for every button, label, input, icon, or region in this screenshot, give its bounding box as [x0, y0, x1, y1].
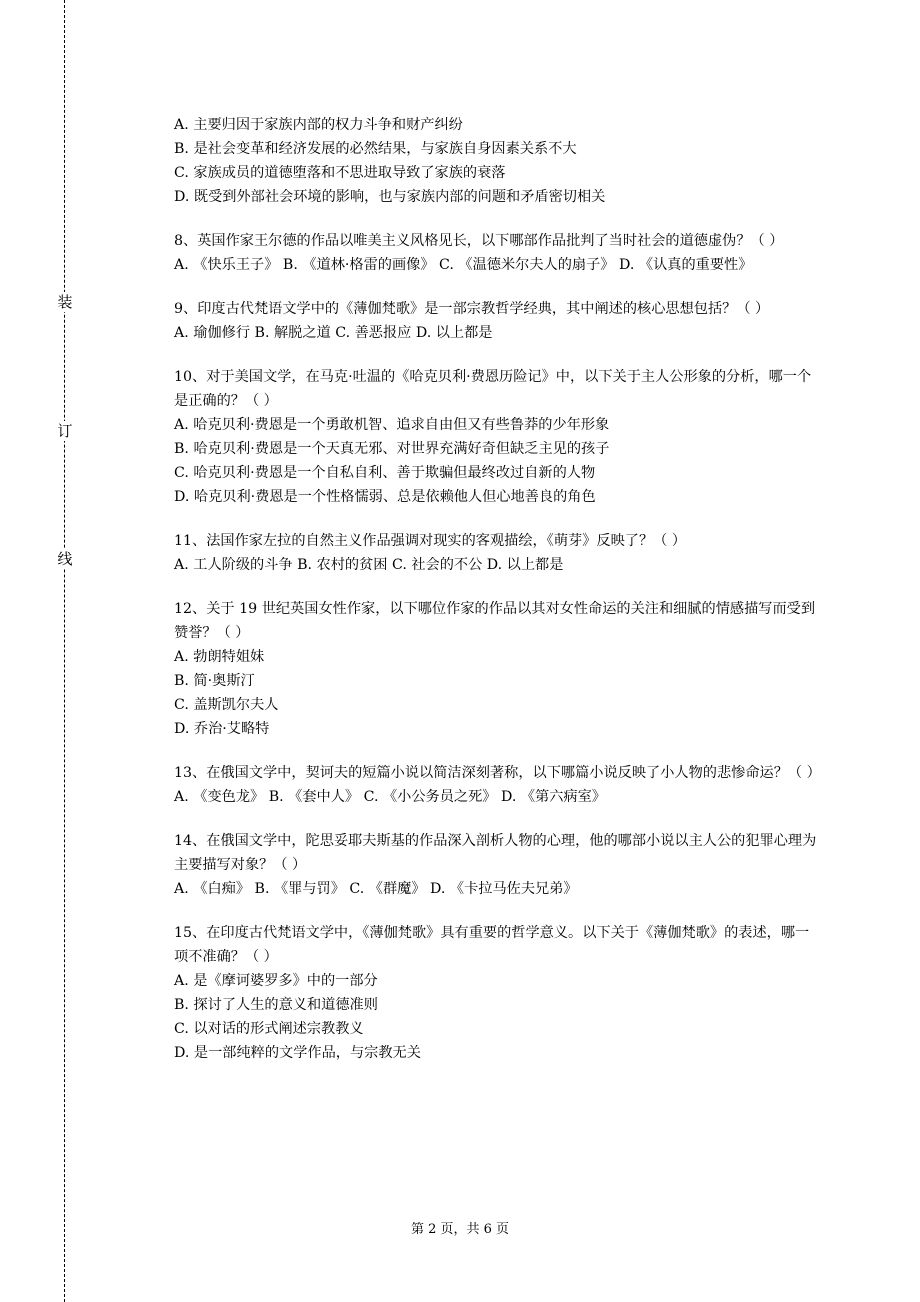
option: B. 是社会变革和经济发展的必然结果，与家族自身因素关系不大	[174, 141, 577, 157]
binding-label-zhuang: 装	[57, 293, 73, 311]
options-line: A. 瑜伽修行 B. 解脱之道 C. 善恶报应 D. 以上都是	[174, 325, 493, 341]
question-10	[174, 365, 822, 509]
option: D. 是一部纯粹的文学作品，与宗教无关	[174, 1045, 421, 1061]
option: D. 既受到外部社会环境的影响，也与家族内部的问题和矛盾密切相关	[174, 189, 606, 205]
question-stem: 8、英国作家王尔德的作品以唯美主义风格见长，以下哪部作品批判了当时社会的道德虚伪？（ ）	[174, 233, 784, 249]
question-stem: 10、对于美国文学，在马克·吐温的《哈克贝利·费恩历险记》中，以下关于主人公形象的分析，哪一个是正确的？（ ）	[174, 369, 812, 409]
question-15	[174, 921, 822, 1065]
page-footer: 第 2 页，共 6 页	[410, 1222, 510, 1237]
binding-dashed-line	[64, 0, 65, 1302]
option: D. 乔治·艾略特	[174, 721, 270, 737]
option: C. 以对话的形式阐述宗教教义	[174, 1021, 364, 1037]
question-stem: 11、法国作家左拉的自然主义作品强调对现实的客观描绘，《萌芽》反映了？（ ）	[174, 533, 687, 549]
option: A. 是《摩诃婆罗多》中的一部分	[174, 973, 378, 989]
question-list	[174, 113, 822, 1085]
option: C. 哈克贝利·费恩是一个自私自利、善于欺骗但最终改过自新的人物	[174, 465, 596, 481]
question-8	[174, 229, 822, 277]
options-line: A. 工人阶级的斗争 B. 农村的贫困 C. 社会的不公 D. 以上都是	[174, 557, 564, 573]
option: C. 家族成员的道德堕落和不思进取导致了家族的衰落	[174, 165, 506, 181]
options-line: A. 《白痴》 B. 《罪与罚》 C. 《群魔》 D. 《卡拉马佐夫兄弟》	[174, 881, 578, 897]
option: B. 简·奥斯汀	[174, 673, 255, 689]
question-stem: 15、在印度古代梵语文学中，《薄伽梵歌》具有重要的哲学意义。以下关于《薄伽梵歌》的表述，哪一项不准确？（ ）	[174, 925, 810, 965]
question-13	[174, 761, 822, 809]
option: A. 哈克贝利·费恩是一个勇敢机智、追求自由但又有些鲁莽的少年形象	[174, 417, 610, 433]
question-stem: 14、在俄国文学中，陀思妥耶夫斯基的作品深入剖析人物的心理，他的哪部小说以主人公的犯罪心理为主要描写对象？（ ）	[174, 833, 817, 873]
option: B. 哈克贝利·费恩是一个天真无邪、对世界充满好奇但缺乏主见的孩子	[174, 441, 610, 457]
question-7-options	[174, 113, 822, 209]
question-9	[174, 297, 822, 345]
binding-label-ding: 订	[57, 422, 73, 440]
binding-label-xian: 线	[57, 550, 73, 568]
options-line: A. 《快乐王子》 B. 《道林·格雷的画像》 C. 《温德米尔夫人的扇子》 D. 《认真的重要性》	[174, 257, 753, 273]
option: C. 盖斯凯尔夫人	[174, 697, 279, 713]
question-11	[174, 529, 822, 577]
question-12	[174, 597, 822, 741]
option: A. 勃朗特姐妹	[174, 649, 265, 665]
question-stem: 9、印度古代梵语文学中的《薄伽梵歌》是一部宗教哲学经典，其中阐述的核心思想包括？（ ）	[174, 301, 770, 317]
option: B. 探讨了人生的意义和道德准则	[174, 997, 378, 1013]
option: A. 主要归因于家族内部的权力斗争和财产纠纷	[174, 117, 463, 133]
options-line: A. 《变色龙》 B. 《套中人》 C. 《小公务员之死》 D. 《第六病室》	[174, 789, 606, 805]
question-stem: 12、关于 19 世纪英国女性作家，以下哪位作家的作品以其对女性命运的关注和细腻的情感描写而受到赞誉？（ ）	[174, 601, 816, 641]
question-14	[174, 829, 822, 901]
option: D. 哈克贝利·费恩是一个性格懦弱、总是依赖他人但心地善良的角色	[174, 489, 596, 505]
question-stem: 13、在俄国文学中，契诃夫的短篇小说以简洁深刻著称，以下哪篇小说反映了小人物的悲惨命运？（ ）	[174, 765, 821, 781]
